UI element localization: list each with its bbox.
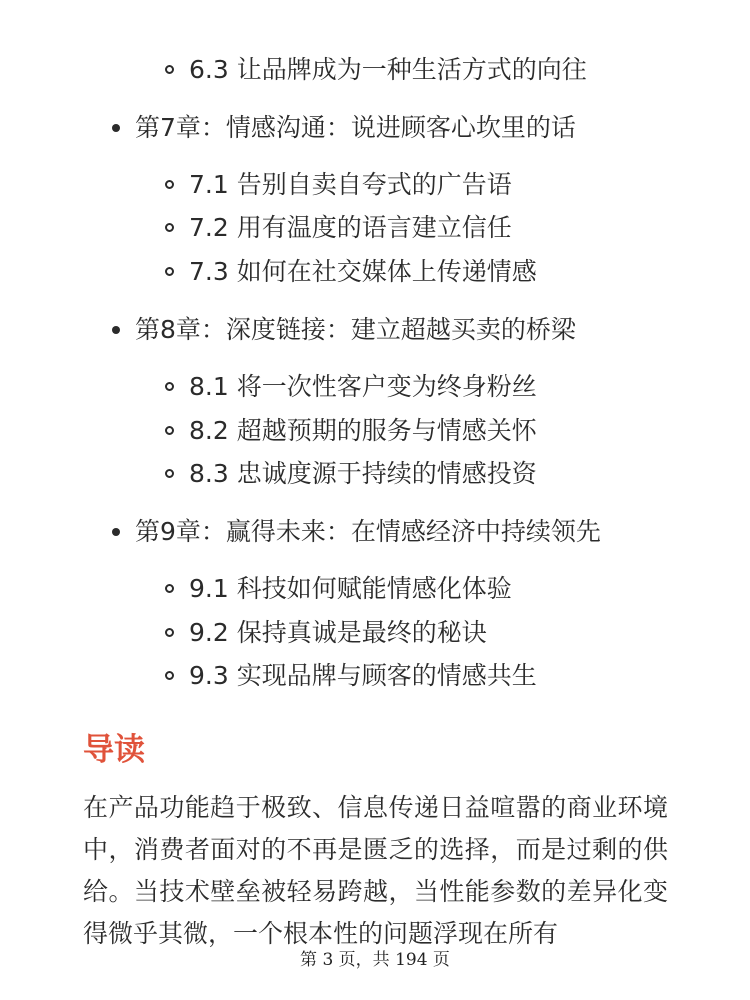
toc-item-8-2[interactable]: 8.2 超越预期的服务与情感关怀: [189, 414, 537, 448]
toc-chapter-7[interactable]: 第7章：情感沟通：说进顾客心坎里的话: [135, 111, 576, 145]
toc-item-9-3[interactable]: 9.3 实现品牌与顾客的情感共生: [189, 659, 537, 693]
toc-item-6-3[interactable]: 6.3 让品牌成为一种生活方式的向往: [189, 53, 587, 87]
toc-chapter-8[interactable]: 第8章：深度链接：建立超越买卖的桥梁: [135, 313, 576, 347]
toc-item-7-2[interactable]: 7.2 用有温度的语言建立信任: [189, 211, 512, 245]
toc-item-7-1[interactable]: 7.1 告别自卖自夸式的广告语: [189, 168, 512, 202]
toc-chapter-9[interactable]: 第9章：赢得未来：在情感经济中持续领先: [135, 515, 601, 549]
body-paragraph: 在产品功能趋于极致、信息传递日益喧嚣的商业环境中，消费者面对的不再是匮乏的选择，而是过剩的供给。当技术壁垒被轻易跨越，当性能参数的差异化变得微乎其微，一个根本性的问题浮现在所有: [83, 793, 668, 948]
section-heading: 导读: [83, 732, 145, 768]
toc-item-8-3[interactable]: 8.3 忠诚度源于持续的情感投资: [189, 457, 537, 491]
page-number-footer: 第 3 页，共 194 页: [300, 950, 450, 970]
toc-item-8-1[interactable]: 8.1 将一次性客户变为终身粉丝: [189, 370, 537, 404]
toc-item-9-2[interactable]: 9.2 保持真诚是最终的秘诀: [189, 616, 487, 650]
toc-item-7-3[interactable]: 7.3 如何在社交媒体上传递情感: [189, 255, 537, 289]
toc-item-9-1[interactable]: 9.1 科技如何赋能情感化体验: [189, 572, 512, 606]
